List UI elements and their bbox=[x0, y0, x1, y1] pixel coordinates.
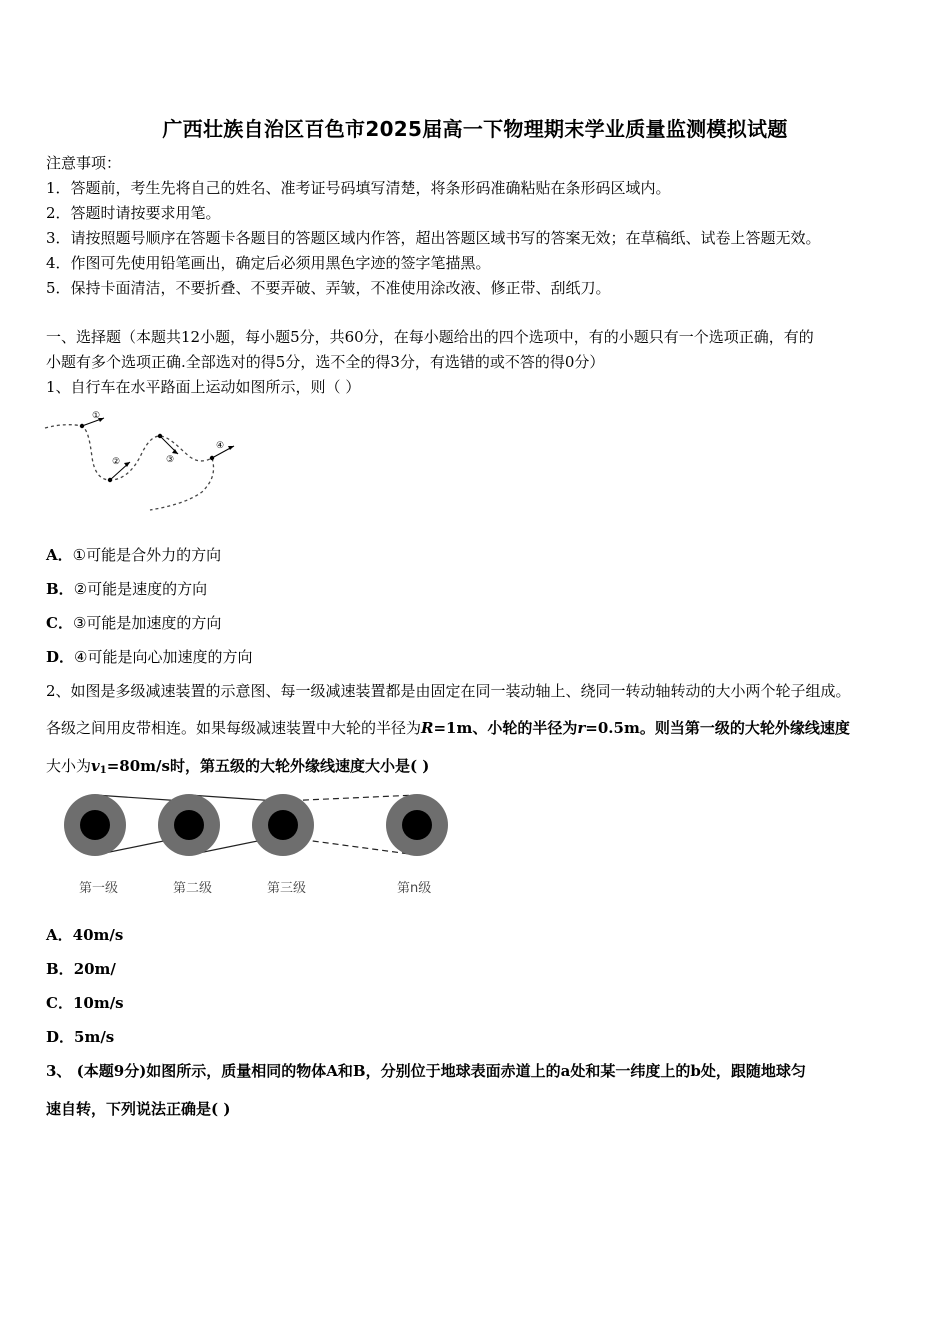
figure-label-3: ③ bbox=[166, 455, 175, 465]
option-letter: A． bbox=[46, 546, 73, 564]
figure-label-1: ① bbox=[92, 411, 101, 421]
notice-item: 2．答题时请按要求用笔。 bbox=[46, 204, 221, 222]
notice-item: 5．保持卡面清洁，不要折叠、不要弄破、弄皱，不准使用涂改液、修正带、刮纸刀。 bbox=[46, 279, 611, 297]
option-letter: B． bbox=[46, 580, 74, 598]
option-text: ④可能是向心加速度的方向 bbox=[74, 648, 253, 666]
arrowhead-3-icon bbox=[172, 449, 178, 454]
q2-text: =80m/s时，第五级的大轮外缘线速度大小是( ) bbox=[106, 757, 430, 775]
question-3-line2 bbox=[46, 1098, 230, 1119]
radius-small-symbol: r bbox=[577, 719, 586, 737]
option-letter: A． bbox=[46, 926, 73, 944]
option-letter: B． bbox=[46, 960, 74, 978]
option-b bbox=[46, 958, 116, 979]
notice-item: 4．作图可先使用铅笔画出，确定后必须用黑色字迹的签字笔描黑。 bbox=[46, 254, 491, 272]
velocity-subscript: 1 bbox=[99, 765, 107, 776]
wheel-small bbox=[80, 810, 110, 840]
wheel-small bbox=[174, 810, 204, 840]
section-heading-line1: 一、选择题（本题共12小题，每小题5分，共60分，在每小题给出的四个选项中，有的小题只有一个选项正确，有的 bbox=[46, 328, 814, 346]
option-letter: D． bbox=[46, 1028, 75, 1046]
option-text: ③可能是加速度的方向 bbox=[72, 614, 222, 632]
question-2-line3 bbox=[46, 755, 429, 776]
option-letter: C． bbox=[46, 614, 73, 632]
option-letter: D． bbox=[46, 648, 75, 666]
option-d bbox=[46, 646, 252, 667]
option-a bbox=[46, 544, 221, 565]
option-text: ①可能是合外力的方向 bbox=[72, 546, 222, 564]
notice-item: 1．答题前，考生先将自己的姓名、准考证号码填写清楚，将条形码准确粘贴在条形码区域内。 bbox=[46, 179, 671, 197]
q3-text: 速自转，下列说法正确是( ) bbox=[46, 1100, 231, 1118]
q2-text: =1m、小轮的半径为 bbox=[433, 719, 578, 737]
notice-heading: 注意事项： bbox=[46, 154, 122, 172]
option-b bbox=[46, 578, 207, 599]
stage-label: 第三级 bbox=[267, 881, 307, 896]
page-title: 广西壮族自治区百色市2025届高一下物理期末学业质量监测模拟试题 bbox=[162, 117, 788, 141]
option-d bbox=[46, 1026, 114, 1047]
figure-label-2: ② bbox=[112, 457, 121, 467]
arrowhead-4-icon bbox=[228, 446, 234, 450]
bicycle-path-figure bbox=[40, 402, 250, 517]
stage-label: 第二级 bbox=[173, 881, 213, 896]
option-a bbox=[46, 924, 123, 945]
option-text: 40m/s bbox=[72, 926, 124, 944]
section-heading-line2: 小题有多个选项正确.全部选对的得5分，选不全的得3分，有选错的或不答的得0分） bbox=[46, 353, 605, 371]
option-c bbox=[46, 612, 221, 633]
option-text: ②可能是速度的方向 bbox=[73, 580, 208, 598]
stage-label: 第n级 bbox=[397, 881, 432, 896]
question-3-line1 bbox=[46, 1060, 806, 1081]
wheel-small bbox=[268, 810, 298, 840]
option-letter: C． bbox=[46, 994, 73, 1012]
dotted-trajectory bbox=[45, 425, 214, 510]
question-2-line1: 2、如图是多级减速装置的示意图、每一级减速装置都是由固定在同一装动轴上、绕同一转动轴转动的大小两个轮子组成。 bbox=[46, 682, 851, 700]
radius-big-symbol: R bbox=[421, 719, 434, 737]
question-2-line2 bbox=[46, 717, 850, 738]
option-text: 5m/s bbox=[74, 1028, 115, 1046]
belt-dashed bbox=[283, 795, 417, 801]
option-c bbox=[46, 992, 124, 1013]
q3-text: 3、 (本题9分)如图所示，质量相同的物体A和B，分别位于地球表面赤道上的a处和某一纬度上的b处，跟随地球匀 bbox=[46, 1062, 806, 1080]
option-text: 10m/s bbox=[72, 994, 124, 1012]
question-1-stem: 1、自行车在水平路面上运动如图所示，则（ ） bbox=[46, 378, 361, 396]
notice-item: 3．请按照题号顺序在答题卡各题目的答题区域内作答，超出答题区域书写的答案无效；在草稿纸、试卷上答题无效。 bbox=[46, 229, 821, 247]
velocity-symbol: v bbox=[91, 757, 100, 775]
stage-label: 第一级 bbox=[79, 881, 119, 896]
reduction-gear-figure bbox=[55, 785, 455, 900]
figure-label-4: ④ bbox=[216, 441, 225, 451]
q2-text: 各级之间用皮带相连。如果每级减速装置中大轮的半径为 bbox=[46, 719, 422, 737]
q2-text: 大小为 bbox=[46, 757, 92, 775]
q2-text: =0.5m。则当第一级的大轮外缘线速度 bbox=[585, 719, 850, 737]
option-text: 20m/ bbox=[73, 960, 116, 978]
wheel-small bbox=[402, 810, 432, 840]
